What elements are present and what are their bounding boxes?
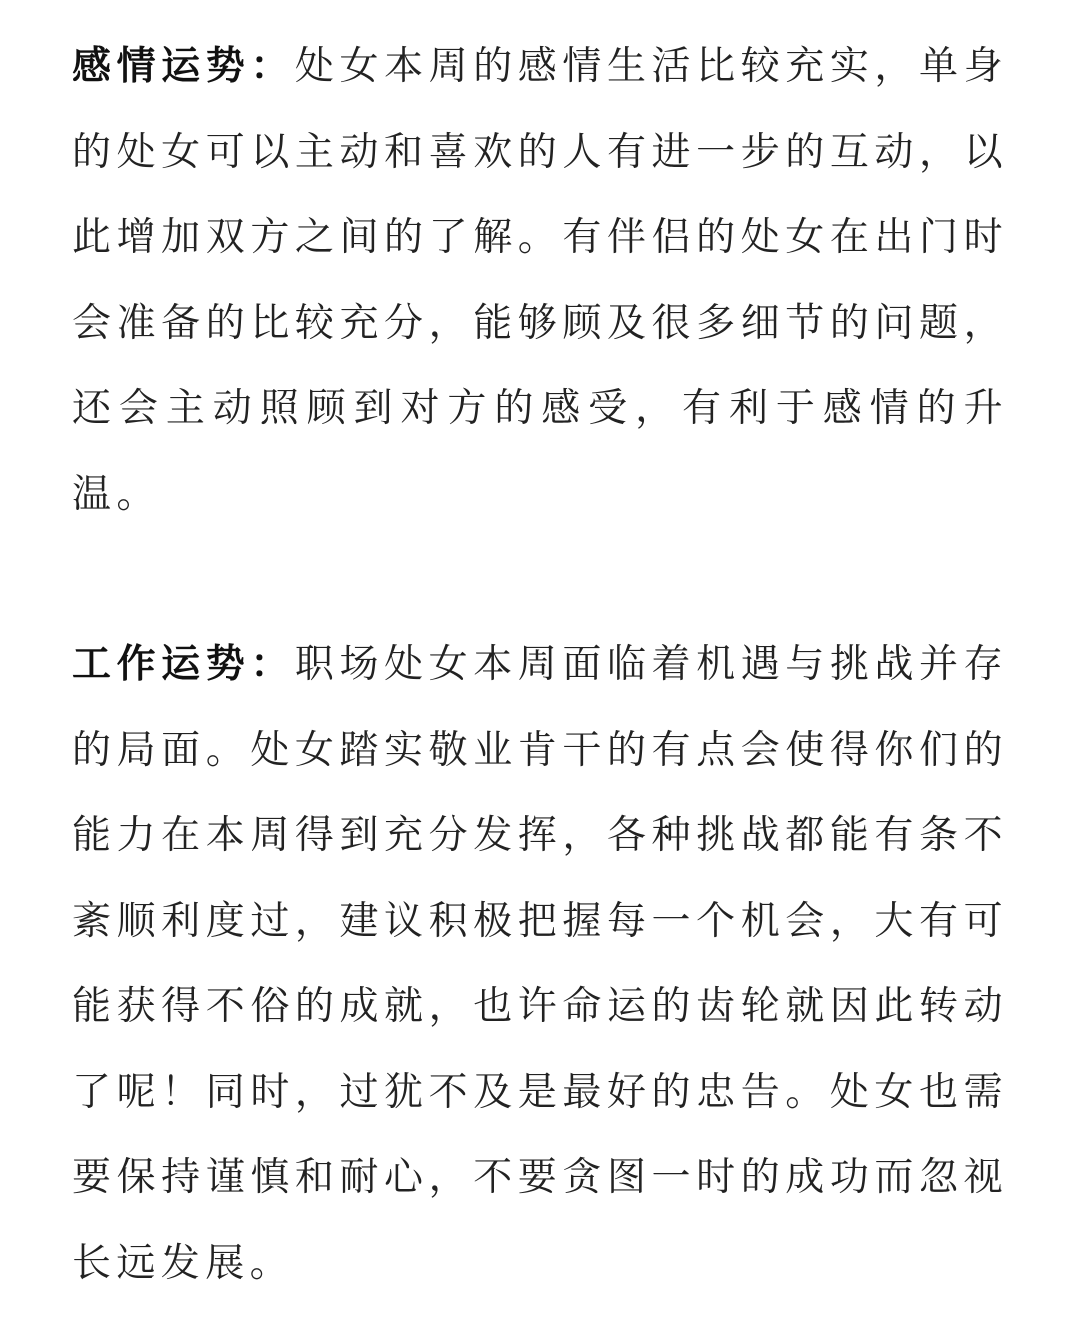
love-fortune-body: 处女本周的感情生活比较充实，单身的处女可以主动和喜欢的人有进一步的互动，以此增加双方之间的了解。有伴侣的处女在出门时会准备的比较充分，能够顾及很多细节的问题，还会主动照顾到对方的感受，有利于感情的升温。	[72, 44, 1008, 517]
article-content	[72, 24, 1008, 1306]
work-fortune-body: 职场处女本周面临着机遇与挑战并存的局面。处女踏实敬业肯干的有点会使得你们的能力在本周得到充分发挥，各种挑战都能有条不紊顺利度过，建议积极把握每一个机会，大有可能获得不俗的成就，也许命运的齿轮就因此转动了呢！同时，过犹不及是最好的忠告。处女也需要保持谨慎和耐心，不要贪图一时的成功而忽视长远发展。	[72, 642, 1008, 1286]
work-fortune-paragraph	[72, 622, 1008, 1306]
love-fortune-heading: 感情运势：	[72, 44, 295, 89]
love-fortune-paragraph	[72, 24, 1008, 537]
work-fortune-heading: 工作运势：	[72, 642, 295, 687]
